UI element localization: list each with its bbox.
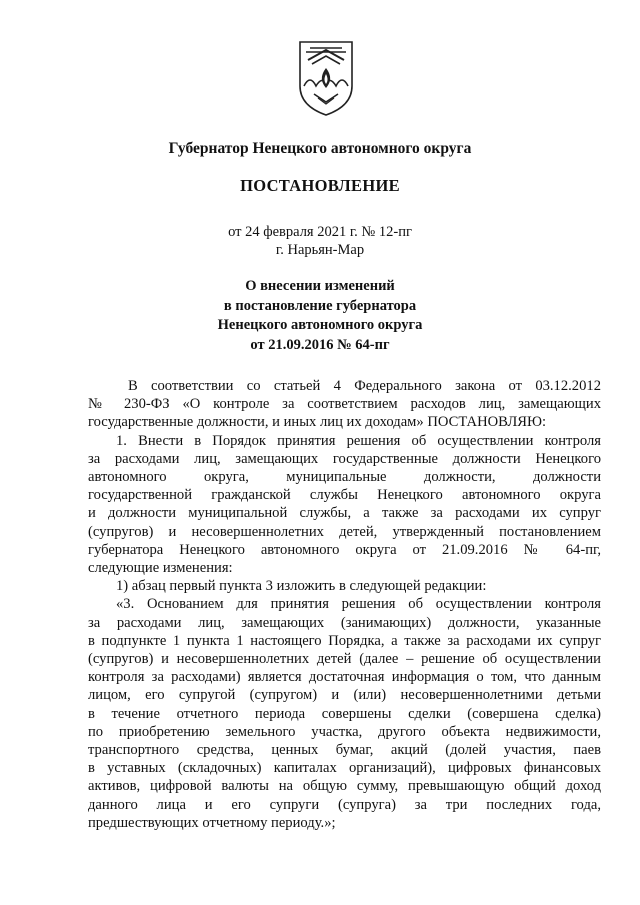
- document-body: [88, 377, 601, 832]
- title-line: в постановление губернатора: [223, 297, 417, 314]
- body-line: активов, цифровой валюты на общую сумму, превышающую общий доход: [88, 778, 601, 795]
- body-line: за расходами лиц, замещающих государственные должности Ненецкого: [88, 450, 601, 467]
- body-line: в уставных (складочных) капиталах организаций), цифровых финансовых: [88, 760, 601, 777]
- body-line: и должности муниципальной службы, а также за расходами их супруг: [88, 505, 601, 522]
- body-line: транспортного средства, ценных бумаг, акций (долей участия, паев: [88, 742, 601, 759]
- body-line: автономного округа, муниципальные должности, должности: [88, 469, 601, 486]
- body-line: губернатора Ненецкого автономного округа от 21.09.2016 № 64-пг,: [88, 541, 601, 558]
- body-line: (супругов) и несовершеннолетних детей, утвержденный постановлением: [88, 523, 601, 540]
- body-line: «3. Основанием для принятия решения об осуществлении контроля: [116, 596, 601, 613]
- document-title: [0, 277, 640, 355]
- title-line: Ненецкого автономного округа: [217, 317, 423, 333]
- body-line: В соответствии со статьей 4 Федерального закона от 03.12.2012: [128, 378, 601, 394]
- body-line: в подпункте 1 пункта 1 настоящего Порядка, а также за расходами их супруг: [88, 632, 601, 649]
- body-line: по приобретению земельного участка, другого объекта недвижимости,: [88, 723, 601, 740]
- body-line: (супругов) и несовершеннолетних детей (далее – решение об осуществлении: [88, 651, 601, 668]
- body-line: государственные должности, и иных лиц их доходам» ПОСТАНОВЛЯЮ:: [88, 414, 547, 431]
- body-line: за расходами лиц, замещающих (занимающих) должности, указанные: [88, 614, 601, 631]
- body-line: данного лица и его супруги (супруга) за три последних года,: [88, 796, 601, 813]
- document-date-number: от 24 февраля 2021 г. № 12-пг: [228, 224, 412, 240]
- body-line: 1. Внести в Порядок принятия решения об осуществлении контроля: [116, 432, 601, 449]
- body-line: следующие изменения:: [88, 560, 233, 577]
- organization-name: Губернатор Ненецкого автономного округа: [168, 140, 472, 157]
- title-line: О внесении изменений: [245, 278, 395, 294]
- title-line: от 21.09.2016 № 64-пг: [250, 336, 390, 353]
- coat-of-arms-emblem: [296, 38, 356, 118]
- body-line: лицом, его супругой (супругом) и (или) несовершеннолетними детьми: [88, 687, 601, 704]
- body-line: № 230-ФЗ «О контроле за соответствием расходов лиц, замещающих: [88, 396, 601, 413]
- body-line: контроля за расходами) является достаточная информация о том, что данным: [88, 669, 601, 686]
- body-line: в течение отчетного периода совершены сделки (совершена сделка): [88, 705, 601, 722]
- document-city: г. Нарьян-Мар: [275, 242, 365, 258]
- body-line: предшествующих отчетному периоду.»;: [88, 814, 336, 831]
- body-line: государственной гражданской службы Ненецкого автономного округа: [88, 487, 601, 504]
- body-line: 1) абзац первый пункта 3 изложить в следующей редакции:: [116, 578, 487, 595]
- document-type: ПОСТАНОВЛЕНИЕ: [240, 176, 400, 195]
